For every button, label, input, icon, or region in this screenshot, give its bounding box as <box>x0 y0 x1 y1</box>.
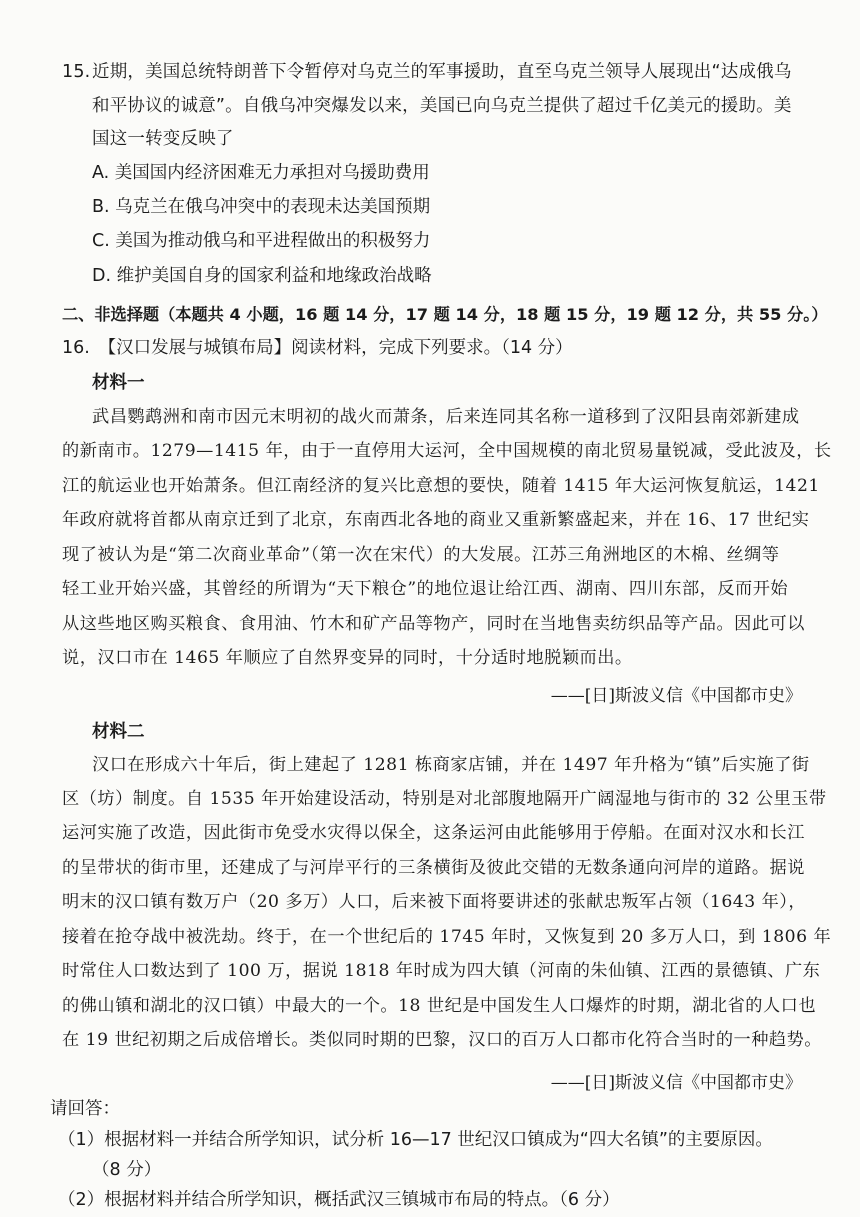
q15-option-d: D. 维护美国自身的国家利益和地缘政治战略 <box>92 265 432 286</box>
q15-stem-line-1: 近期，美国总统特朗普下令暂停对乌克兰的军事援助，直至乌克兰领导人展现出“达成俄乌 <box>92 62 792 82</box>
material-2-line-6: 接着在抢夺战中被洗劫。终于，在一个世纪后的 1745 年时，又恢复到 20 多万人口，到 1806 年 <box>62 926 832 947</box>
q16-subquestion-2: （2）根据材料并结合所学知识，概括武汉三镇城市布局的特点。（6 分） <box>58 1190 620 1210</box>
material-2-title: 材料二 <box>92 722 145 742</box>
q15-option-b: B. 乌克兰在俄乌冲突中的表现未达美国预期 <box>92 196 431 217</box>
q15-option-c: C. 美国为推动俄乌和平进程做出的积极努力 <box>92 231 431 252</box>
material-2-line-5: 明末的汉口镇有数万户（20 多万）人口，后来被下面将要讲述的张献忠叛军占领（1643 年）， <box>62 892 807 913</box>
material-1-line-7: 从这些地区购买粮食、食用油、竹木和矿产品等物产，同时在当地售卖纺织品等产品。因此可以 <box>62 613 805 634</box>
material-1-line-8: 说，汉口市在 1465 年顺应了自然界变异的同时，十分适时地脱颖而出。 <box>62 648 633 669</box>
q15-stem-line-2: 和平协议的诚意”。自俄乌冲突爆发以来，美国已向乌克兰提供了超过千亿美元的援助。美 <box>92 95 792 116</box>
material-2-line-9: 在 19 世纪初期之后成倍增长。类似同时期的巴黎，汉口的百万人口都市化符合当时的一种趋势。 <box>62 1030 822 1051</box>
material-1-line-4: 年政府就将首都从南京迁到了北京，东南西北各地的商业又重新繁盛起来，并在 16、17 世纪实 <box>62 510 810 531</box>
material-2-line-8: 的佛山镇和湖北的汉口镇）中最大的一个。18 世纪是中国发生人口爆炸的时期，湖北省的人口也 <box>62 995 817 1016</box>
q15-number: 15. <box>62 62 91 82</box>
material-2-line-1: 汉口在形成六十年后，街上建起了 1281 栋商家店铺，并在 1497 年升格为“镇”后实施了街 <box>92 754 810 775</box>
material-2-line-4: 的呈带状的街市里，还建成了与河岸平行的三条横街及彼此交错的无数条通向河岸的道路。据说 <box>62 857 805 878</box>
answer-prompt: 请回答： <box>50 1099 120 1119</box>
material-1-line-3: 江的航运业也开始萧条。但江南经济的复兴比意想的要快，随着 1415 年大运河恢复航运，1421 <box>62 475 820 496</box>
material-1-line-5: 现了被认为是“第二次商业革命”（第一次在宋代）的大发展。江苏三角洲地区的木棉、丝绸等 <box>62 544 780 565</box>
material-2-source: ——[日]斯波义信《中国都市史》 <box>550 1073 802 1093</box>
material-1-line-1: 武昌鹦鹉洲和南市因元末明初的战火而萧条，后来连同其名称一道移到了汉阳县南郊新建成 <box>92 406 800 427</box>
q16-subquestion-1-score: （8 分） <box>92 1160 162 1180</box>
material-1-line-6: 轻工业开始兴盛，其曾经的所谓为“天下粮仓”的地位退让给江西、湖南、四川东部，反而开始 <box>62 579 789 600</box>
material-1-line-2: 的新南市。1279—1415 年，由于一直停用大运河，全中国规模的南北贸易量锐减，受此波及，长 <box>62 441 832 462</box>
q16-heading: 16. 【汉口发展与城镇布局】阅读材料，完成下列要求。（14 分） <box>62 337 573 358</box>
material-2-line-3: 运河实施了改造，因此街市免受水灾得以保全，这条运河由此能够用于停船。在面对汉水和长江 <box>62 823 805 844</box>
q16-subquestion-1: （1）根据材料一并结合所学知识，试分析 16—17 世纪汉口镇成为“四大名镇”的主要原因。 <box>58 1130 773 1150</box>
material-1-title: 材料一 <box>92 373 145 394</box>
material-2-line-2: 区（坊）制度。自 1535 年开始建设活动，特别是对北部腹地隔开广阔湿地与街市的 32 公里玉带 <box>62 788 827 809</box>
material-1-source: ——[日]斯波义信《中国都市史》 <box>550 685 802 706</box>
q15-option-a: A. 美国国内经济困难无力承担对乌援助费用 <box>92 162 430 183</box>
section-2-title: 二、非选择题（本题共 4 小题，16 题 14 分，17 题 14 分，18 题 15 分，19 题 12 分，共 55 分。） <box>62 305 828 325</box>
q15-stem-line-3: 国这一转变反映了 <box>92 129 234 149</box>
material-2-line-7: 时常住人口数达到了 100 万，据说 1818 年时成为四大镇（河南的朱仙镇、江西的景德镇、广东 <box>62 961 821 982</box>
